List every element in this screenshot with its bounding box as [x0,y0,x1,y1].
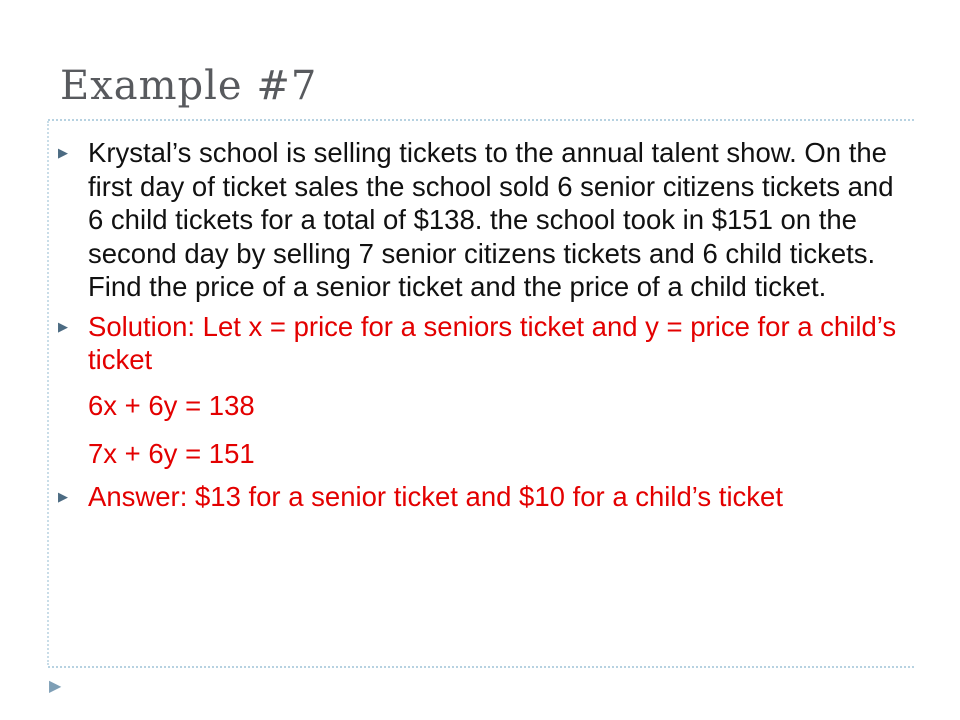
bullet-arrow-icon: ▶ [58,145,68,160]
answer-text: Answer: $13 for a senior ticket and $10 for a child’s ticket [88,480,783,512]
top-divider [48,119,914,121]
bottom-divider [48,666,914,668]
problem-text: Krystal’s school is selling tickets to the annual talent show. On the first day of ticket sales the school sold 6 senior citizens tickets and 6 child tickets for a total of $138. the school took in $151 on the second day by selling 7 senior citizens tickets and 6 child tickets. Find the price of a senior ticket and the price of a child ticket. [88,137,894,302]
slide-content [56,136,906,519]
bullet-arrow-icon: ▶ [58,318,68,334]
left-rule [47,121,49,665]
corner-arrow-icon: ▶ [49,678,62,695]
solution-text: Solution: Let x = price for a seniors ticket and y = price for a child’s ticket [88,310,897,375]
solution-bullet [56,310,906,377]
slide-title: Example #7 [60,63,318,109]
equation-2: 7x + 6y = 151 [88,438,255,469]
equation-1: 6x + 6y = 138 [88,389,255,421]
answer-bullet [56,480,906,514]
problem-bullet [56,136,906,304]
bullet-arrow-icon: ▶ [58,488,68,504]
